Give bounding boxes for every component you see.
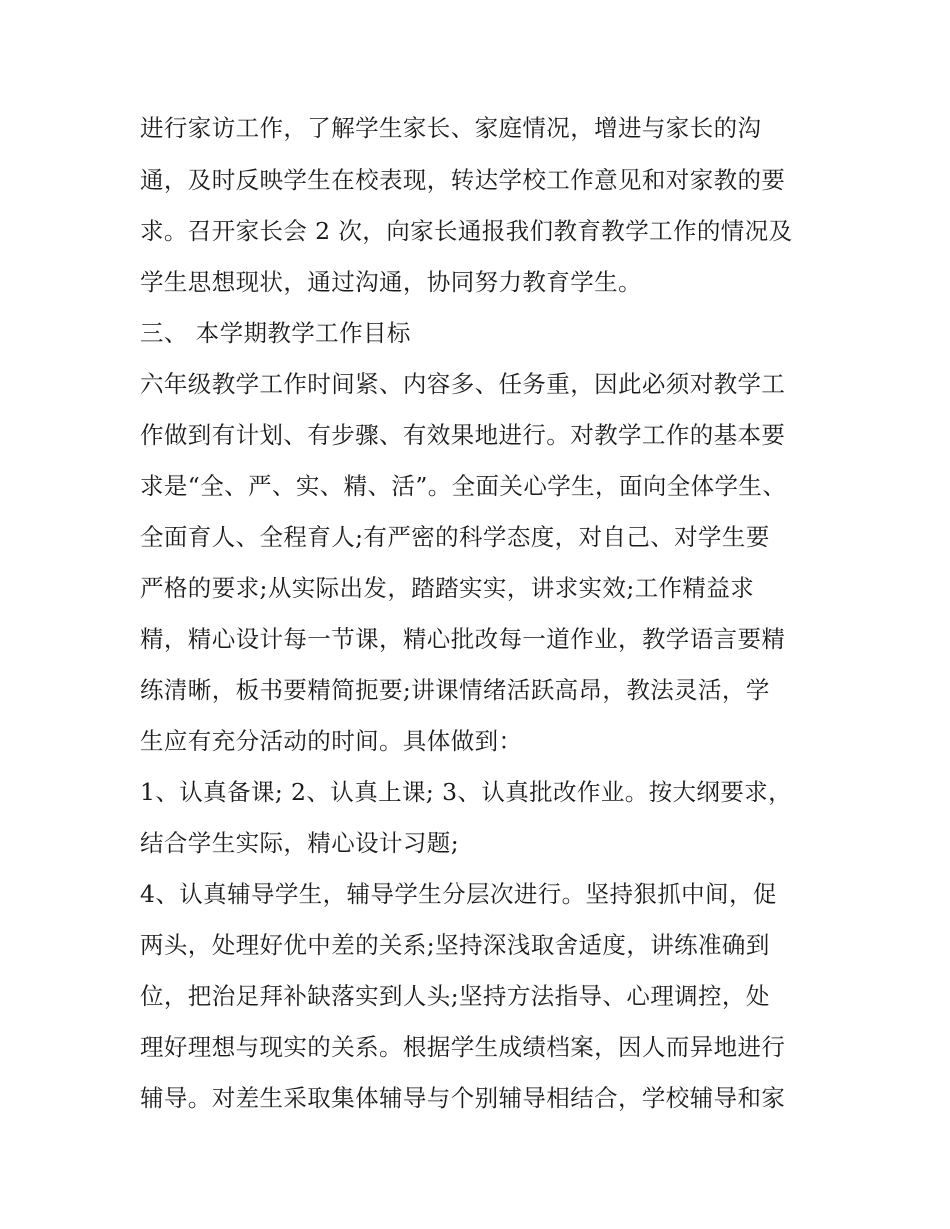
- text-line: 位，把治足拜补缺落实到人头;坚持方法指导、心理调控，处: [140, 982, 770, 1010]
- text-line: 辅导。对差生采取集体辅导与个别辅导相结合，学校辅导和家: [140, 1084, 786, 1112]
- list-item: 4、认真辅导学生，辅导学生分层次进行。坚持狠抓中间，促: [140, 880, 777, 908]
- text-line: 精，精心设计每一节课，精心批改每一道作业，教学语言要精: [140, 625, 786, 653]
- text-line: 理好理想与现实的关系。根据学生成绩档案，因人而异地进行: [140, 1033, 786, 1061]
- text-line: 全面育人、全程育人;有严密的科学态度，对自己、对学生要: [140, 523, 770, 551]
- text-line: 作做到有计划、有步骤、有效果地进行。对教学工作的基本要: [140, 421, 786, 449]
- text-line: 学生思想现状，通过沟通，协同努力教育学生。: [140, 268, 642, 296]
- list-item: 1、认真备课; 2、认真上课; 3、认真批改作业。按大纲要求，: [140, 778, 793, 806]
- text-line: 生应有充分活动的时间。具体做到：: [140, 727, 523, 755]
- text-line: 严格的要求;从实际出发，踏踏实实，讲求实效;工作精益求: [140, 574, 755, 602]
- text-line: 求。召开家长会 2 次，向家长通报我们教育教学工作的情况及: [140, 217, 793, 245]
- text-line: 六年级教学工作时间紧、内容多、任务重，因此必须对教学工: [140, 370, 786, 398]
- text-line: 求是“全、严、实、精、活”。全面关心学生，面向全体学生、: [140, 472, 787, 500]
- section-heading: 三、 本学期教学工作目标: [140, 319, 411, 347]
- text-line: 两头，处理好优中差的关系;坚持深浅取舍适度，讲练准确到: [140, 931, 770, 959]
- text-line: 进行家访工作，了解学生家长、家庭情况，增进与家长的沟: [140, 114, 762, 142]
- list-item: 结合学生实际，精心设计习题;: [140, 829, 460, 857]
- text-line: 通，及时反映学生在校表现，转达学校工作意见和对家教的要: [140, 166, 786, 194]
- text-line: 练清晰，板书要精简扼要;讲课情绪活跃高昂，教法灵活，学: [140, 676, 770, 704]
